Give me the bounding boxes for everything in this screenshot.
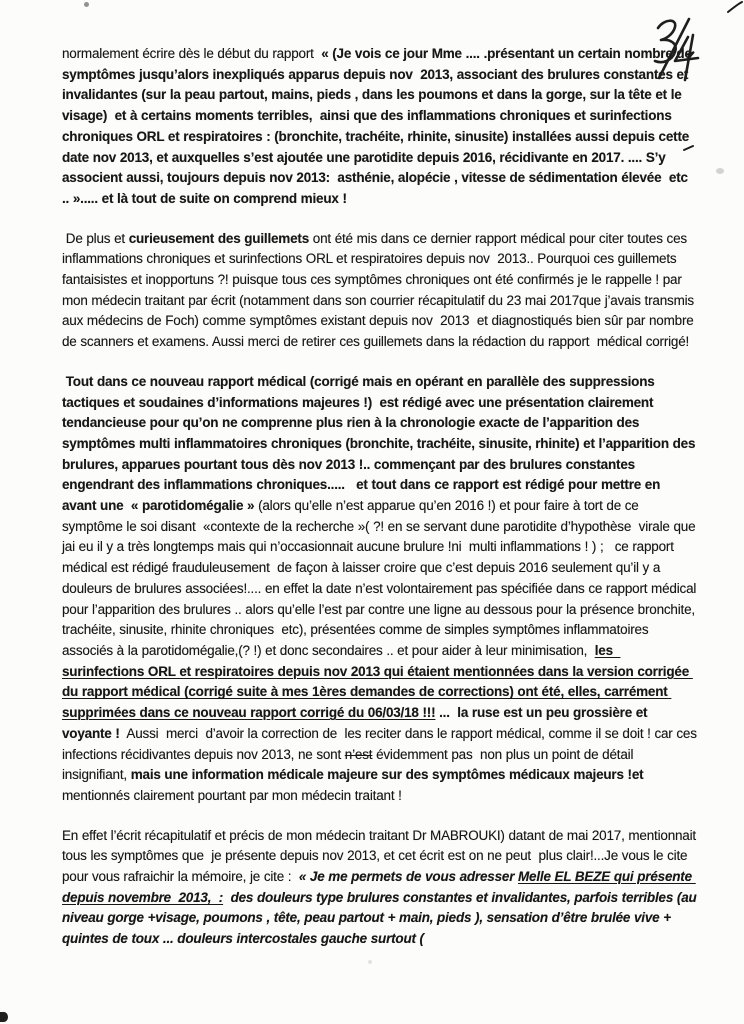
text-run: « (Je vois ce jour Mme .... .présentant un certain nombre de symptômes jusqu’alors inexpliqués apparus depuis nov 2013, associant des brulures constantes et invalidantes (sur la peau partout, mains, pieds , dans les poumons et dans la gorge, sur la tête et le visage) et à certains moments terribles, ainsi que des inflammations chroniques et surinfections chroniques ORL et respiratoires : (bronchite, trachéite, rhinite, sinusite) installées aussi depuis cette date nov 2013, et auxquelles s’est ajoutée une parotidite depuis 2016, récidivante en 2017. .... S’y associent aussi, toujours depuis nov 2013: asthénie, alopécie , vitesse de sédimentation élevée etc .. »..... et là tout de suite on comprend mieux ! bbox=[62, 46, 696, 206]
text-run: Tout dans ce nouveau rapport médical (corrigé mais en opérant en parallèle des suppressions tactiques et soudaines d’informations majeures !) est rédigé avec une présentation clairement tendancieuse pour qu’on ne comprenne plus rien à la chronologie exacte de l’apparition des symptômes multi inflammatoires chroniques (bronchite, trachéite, sinusite, rhinite) et l’apparition des brulures, apparues pourtant tous dès nov 2013 !.. commençant par des brulures constantes engendrant des inflammations chroniques..... et tout dans ce rapport est rédigé pour mettre en avant une « parotidomégalie » bbox=[62, 373, 700, 514]
digit-3-stroke bbox=[655, 21, 676, 62]
text-run: De plus et bbox=[62, 230, 129, 246]
text-run: normalement écrire dès le début du rapport bbox=[62, 46, 322, 61]
text-run: (alors qu’elle n’est apparue qu’en 2016 !) et pour faire à tort de ce symptôme le soi disant «contexte de la recherche »( ?! en se servant dune parotidite d’hypothèse virale que jai eu il y a très longtemps mais qui n’occasionnait aucune brulure !ni multi inflammations ! ) ; ce rapport médical est rédigé frauduleusement de façon à laisser croire que c’est depuis 2016 seulement qu’il y a douleurs de brulures associées!.... en effet la date n’est volontairement pas spécifiée dans ce rapport médical pour l’apparition des brulures .. alors qu’elle l’est par contre une ligne au dessous pour la présence bronchite, trachéite, sinusite, rhinite chroniques etc), présentées comme de simples symptômes inflammatoires associés à la parotidomégalie,(? !) et donc secondaires .. et pour aider à leur minimisation, bbox=[62, 498, 700, 658]
scan-mark-corner-tick bbox=[724, 0, 744, 14]
scan-smudge bbox=[716, 168, 724, 174]
text-run: Melle EL BEZE qui présente depuis novembre 2013, : bbox=[62, 869, 696, 905]
text-run: Aussi merci d’avoir la correction de les reciter dans le rapport médical, comme il se doit ! car ces infections récidivantes depuis nov 2013, ne sont bbox=[62, 725, 701, 762]
paragraph bbox=[62, 372, 701, 807]
paragraph bbox=[62, 44, 698, 210]
text-run: mentionnés clairement pourtant par mon médecin traitant ! bbox=[62, 767, 648, 803]
paragraph bbox=[62, 229, 698, 353]
handwritten-page-number bbox=[634, 12, 712, 86]
text-run: des douleurs type brulures constantes et invalidantes, parfois terribles (au niveau gorge +visage, poumons , tête, peau partout + main, pieds ), sensation d’être brulée vive + quintes de toux ... douleurs intercostales gauche surtout ( bbox=[62, 889, 701, 947]
scan-speck-bottom bbox=[368, 960, 372, 964]
scan-mark-dash bbox=[682, 142, 696, 154]
text-run: les surinfections ORL et respiratoires depuis nov 2013 qui étaient mentionnées dans la version corrigée du rapport médical (corrigé suite à mes 1ères demandes de corrections) ont été, elles, carrément supprimées dans ce nouveau rapport corrigé du 06/03/18 !!! bbox=[62, 642, 693, 721]
scan-speck-top-left bbox=[84, 2, 89, 7]
text-run: ... la ruse est un peu grossière et voyante ! bbox=[62, 705, 652, 741]
text-run: « Je me permets de vous adresser bbox=[298, 869, 519, 885]
text-run: curieusement des guillemets bbox=[128, 230, 310, 246]
text-run: ont été mis dans ce dernier rapport médical pour citer toutes ces inflammations chroniques et surinfections ORL et respiratoires depuis nov 2013.. Pourquoi ces guillemets fantaisistes et inopportuns ?! puisque tous ces symptômes chroniques ont été confirmés je le rappelle ! par mon médecin traitant par écrit (notamment dans son courrier récapitulatif du 23 mai 2017que j’avais transmis aux médecins de Foch) comme symptômes existant depuis nov 2013 et diagnostiqués bien sûr par nombre de scanners et examens. Aussi merci de retirer ces guillemets dans la rédaction du rapport médical corrigé! bbox=[62, 230, 698, 350]
text-run: n’est bbox=[344, 746, 373, 762]
text-run: évidemment pas non plus un point de détail insignifiant, bbox=[62, 746, 638, 783]
text-run: En effet l’écrit récapitulatif et précis de mon médecin traitant Dr MABROUKI) datant de mai 2017, mentionnait tous les symptômes que je présente depuis nov 2013, et cet écrit est on ne peut plus clair!...Je vous le cite pour vous rafraichir la mémoire, je cite : bbox=[62, 827, 700, 885]
document-body bbox=[62, 44, 701, 969]
paragraph bbox=[62, 826, 701, 950]
scan-blob-bottom-left bbox=[0, 1012, 8, 1022]
text-run: mais une information médicale majeure sur des symptômes médicaux majeurs !et bbox=[130, 767, 644, 783]
scan-mark-squiggle bbox=[684, 50, 700, 64]
